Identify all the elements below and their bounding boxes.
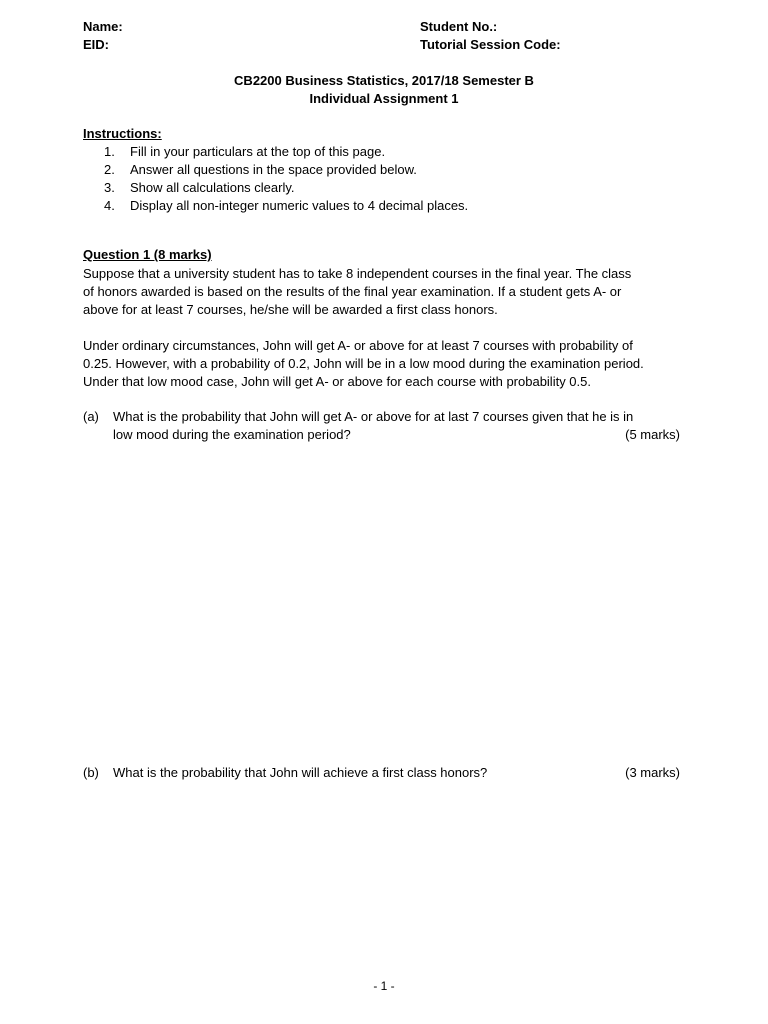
marks-label: (5 marks) <box>625 427 680 442</box>
list-item: 3. Show all calculations clearly. <box>104 180 295 195</box>
list-item: 1. Fill in your particulars at the top of this page. <box>104 144 386 159</box>
assignment-title: Individual Assignment 1 <box>309 91 459 106</box>
question-1-heading: Question 1 (8 marks) <box>83 247 212 262</box>
student-no-label: Student No.: <box>420 19 498 34</box>
tutorial-session-label: Tutorial Session Code: <box>420 37 561 52</box>
part-label: (a) <box>83 409 99 424</box>
list-item: 2. Answer all questions in the space provided below. <box>104 162 417 177</box>
question-1a <box>83 408 683 444</box>
page-number: - 1 - <box>373 979 395 993</box>
question-1b <box>83 764 683 782</box>
part-text: What is the probability that John will get A- or above for at last 7 courses given that he is in low mood during the examination period? <box>113 409 634 442</box>
part-label: (b) <box>83 765 99 780</box>
marks-label: (3 marks) <box>625 765 680 780</box>
question-1-paragraph-2: Under ordinary circumstances, John will get A- or above for at least 7 courses with probability of 0.25. However, with a probability of 0.2, John will be in a low mood during the examination period. Under that low mood case, John will get A- or above for each course with probability 0.5. <box>83 338 644 389</box>
course-title: CB2200 Business Statistics, 2017/18 Semester B <box>234 73 534 88</box>
header-right <box>420 18 561 54</box>
list-item: 4. Display all non-integer numeric values to 4 decimal places. <box>104 198 469 213</box>
part-text: What is the probability that John will achieve a first class honors? <box>113 765 488 780</box>
instructions-list <box>104 143 468 215</box>
name-label: Name: <box>83 19 123 34</box>
instructions-heading: Instructions: <box>83 126 162 141</box>
eid-label: EID: <box>83 37 109 52</box>
header-left <box>83 18 123 54</box>
question-1-paragraph-1: Suppose that a university student has to take 8 independent courses in the final year. The class of honors awarded is based on the results of the final year examination. If a student gets A- or above for at least 7 courses, he/she will be awarded a first class honors. <box>83 266 632 317</box>
